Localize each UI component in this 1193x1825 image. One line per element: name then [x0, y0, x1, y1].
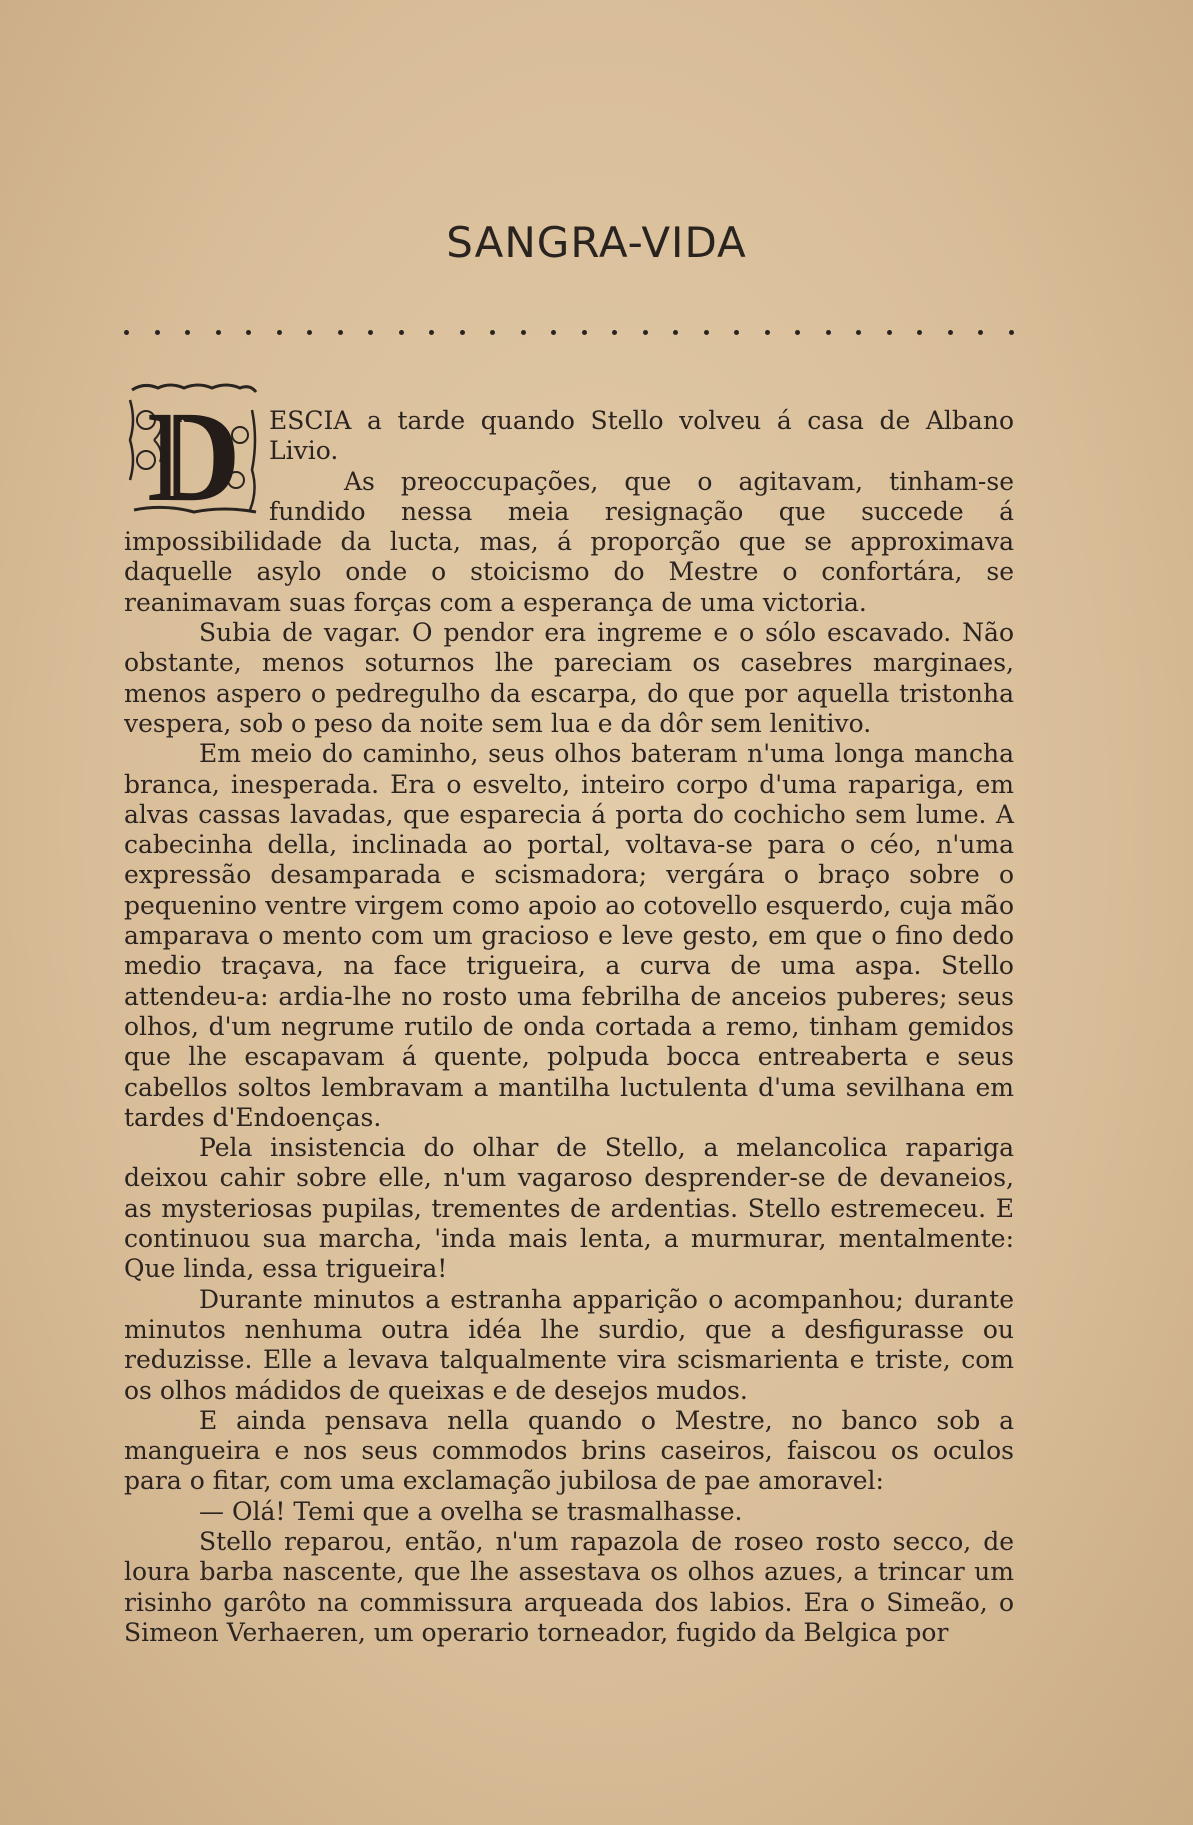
paragraph: — Olá! Temi que a ovelha se trasmalhasse. — [199, 1496, 743, 1526]
paragraph: Em meio do caminho, seus olhos bateram n'uma longa mancha branca, inesperada. Era o esvelto, inteiro corpo d'uma rapariga, em alvas cassas lavadas, que esparecia á porta do cochicho sem lume. A cabecinha della, inclinada ao portal, voltava-se para o céo, n'uma expressão desamparada e scismadora; vergára o braço sobre o pequenino ventre virgem como apoio ao cotovello esquerdo, cuja mão amparava o mento com um gracioso e leve gesto, em que o fino dedo medio traçava, na face trigueira, a curva de uma aspa. Stello attendeu-a: ardia-lhe no rosto uma febrilha de anceios puberes; seus olhos, d'um negrume rutilo de onda cortada a remo, tinham gemidos que lhe escapavam á quente, polpuda bocca entreaberta e seus cabellos soltos lembravam a mantilha luctulenta d'uma sevilhana em tardes d'Endoenças. — [124, 739, 1014, 1132]
body-text — [124, 406, 1014, 1648]
dotted-separator — [124, 330, 1014, 335]
chapter-title: SANGRA-VIDA — [446, 218, 747, 267]
paragraph: E ainda pensava nella quando o Mestre, no banco sob a mangueira e nos seus commodos brins caseiros, faiscou os oculos para o fitar, com uma exclamação jubilosa de pae amoravel: — [124, 1405, 1014, 1496]
svg-text:D: D — [147, 385, 241, 517]
paragraph: Durante minutos a estranha apparição o acompanhou; durante minutos nenhuma outra idéa lhe surdio, que a desfigurasse ou reduzisse. Elle a levava talqualmente vira scismarienta e triste, com os olhos mádidos de queixas e de desejos mudos. — [124, 1284, 1014, 1405]
lead-rest: a tarde quando Stello volveu á casa de Albano Livio. — [269, 406, 1014, 466]
lead-paragraph — [124, 406, 1014, 467]
paragraph: As preoccupações, que o agitavam, tinham-se fundido nessa meia resignação que succede á impossibilidade da lucta, mas, á proporção que se approximava daquelle asylo onde o stoicismo do Mestre o confortára, se reanimavam suas forças com a esperança de uma victoria. — [124, 466, 1014, 617]
paragraph: Subia de vagar. O pendor era ingreme e o sólo escavado. Não obstante, menos soturnos lhe pareciam os casebres marginaes, menos aspero o pedregulho da escarpa, do que por aquella tristonha vespera, sob o peso da noite sem lua e da dôr sem lenitivo. — [124, 618, 1014, 738]
lead-smallcaps: ESCIA — [269, 406, 352, 435]
paragraph: Stello reparou, então, n'um rapazola de roseo rosto secco, de loura barba nascente, que lhe assestava os olhos azues, a trincar um risinho garôto na commissura arqueada dos labios. Era o Simeão, o Simeon Verhaeren, um operario torneador, fugido da Belgica por — [124, 1526, 1014, 1647]
paragraph: Pela insistencia do olhar de Stello, a melancolica rapariga deixou cahir sobre elle, n'um vagaroso desprender-se de devaneios, as mysteriosas pupilas, trementes de ardentias. Stello estremeceu. E continuou sua marcha, 'inda mais lenta, a murmurar, mentalmente: Que linda, essa trigueira! — [124, 1133, 1014, 1284]
